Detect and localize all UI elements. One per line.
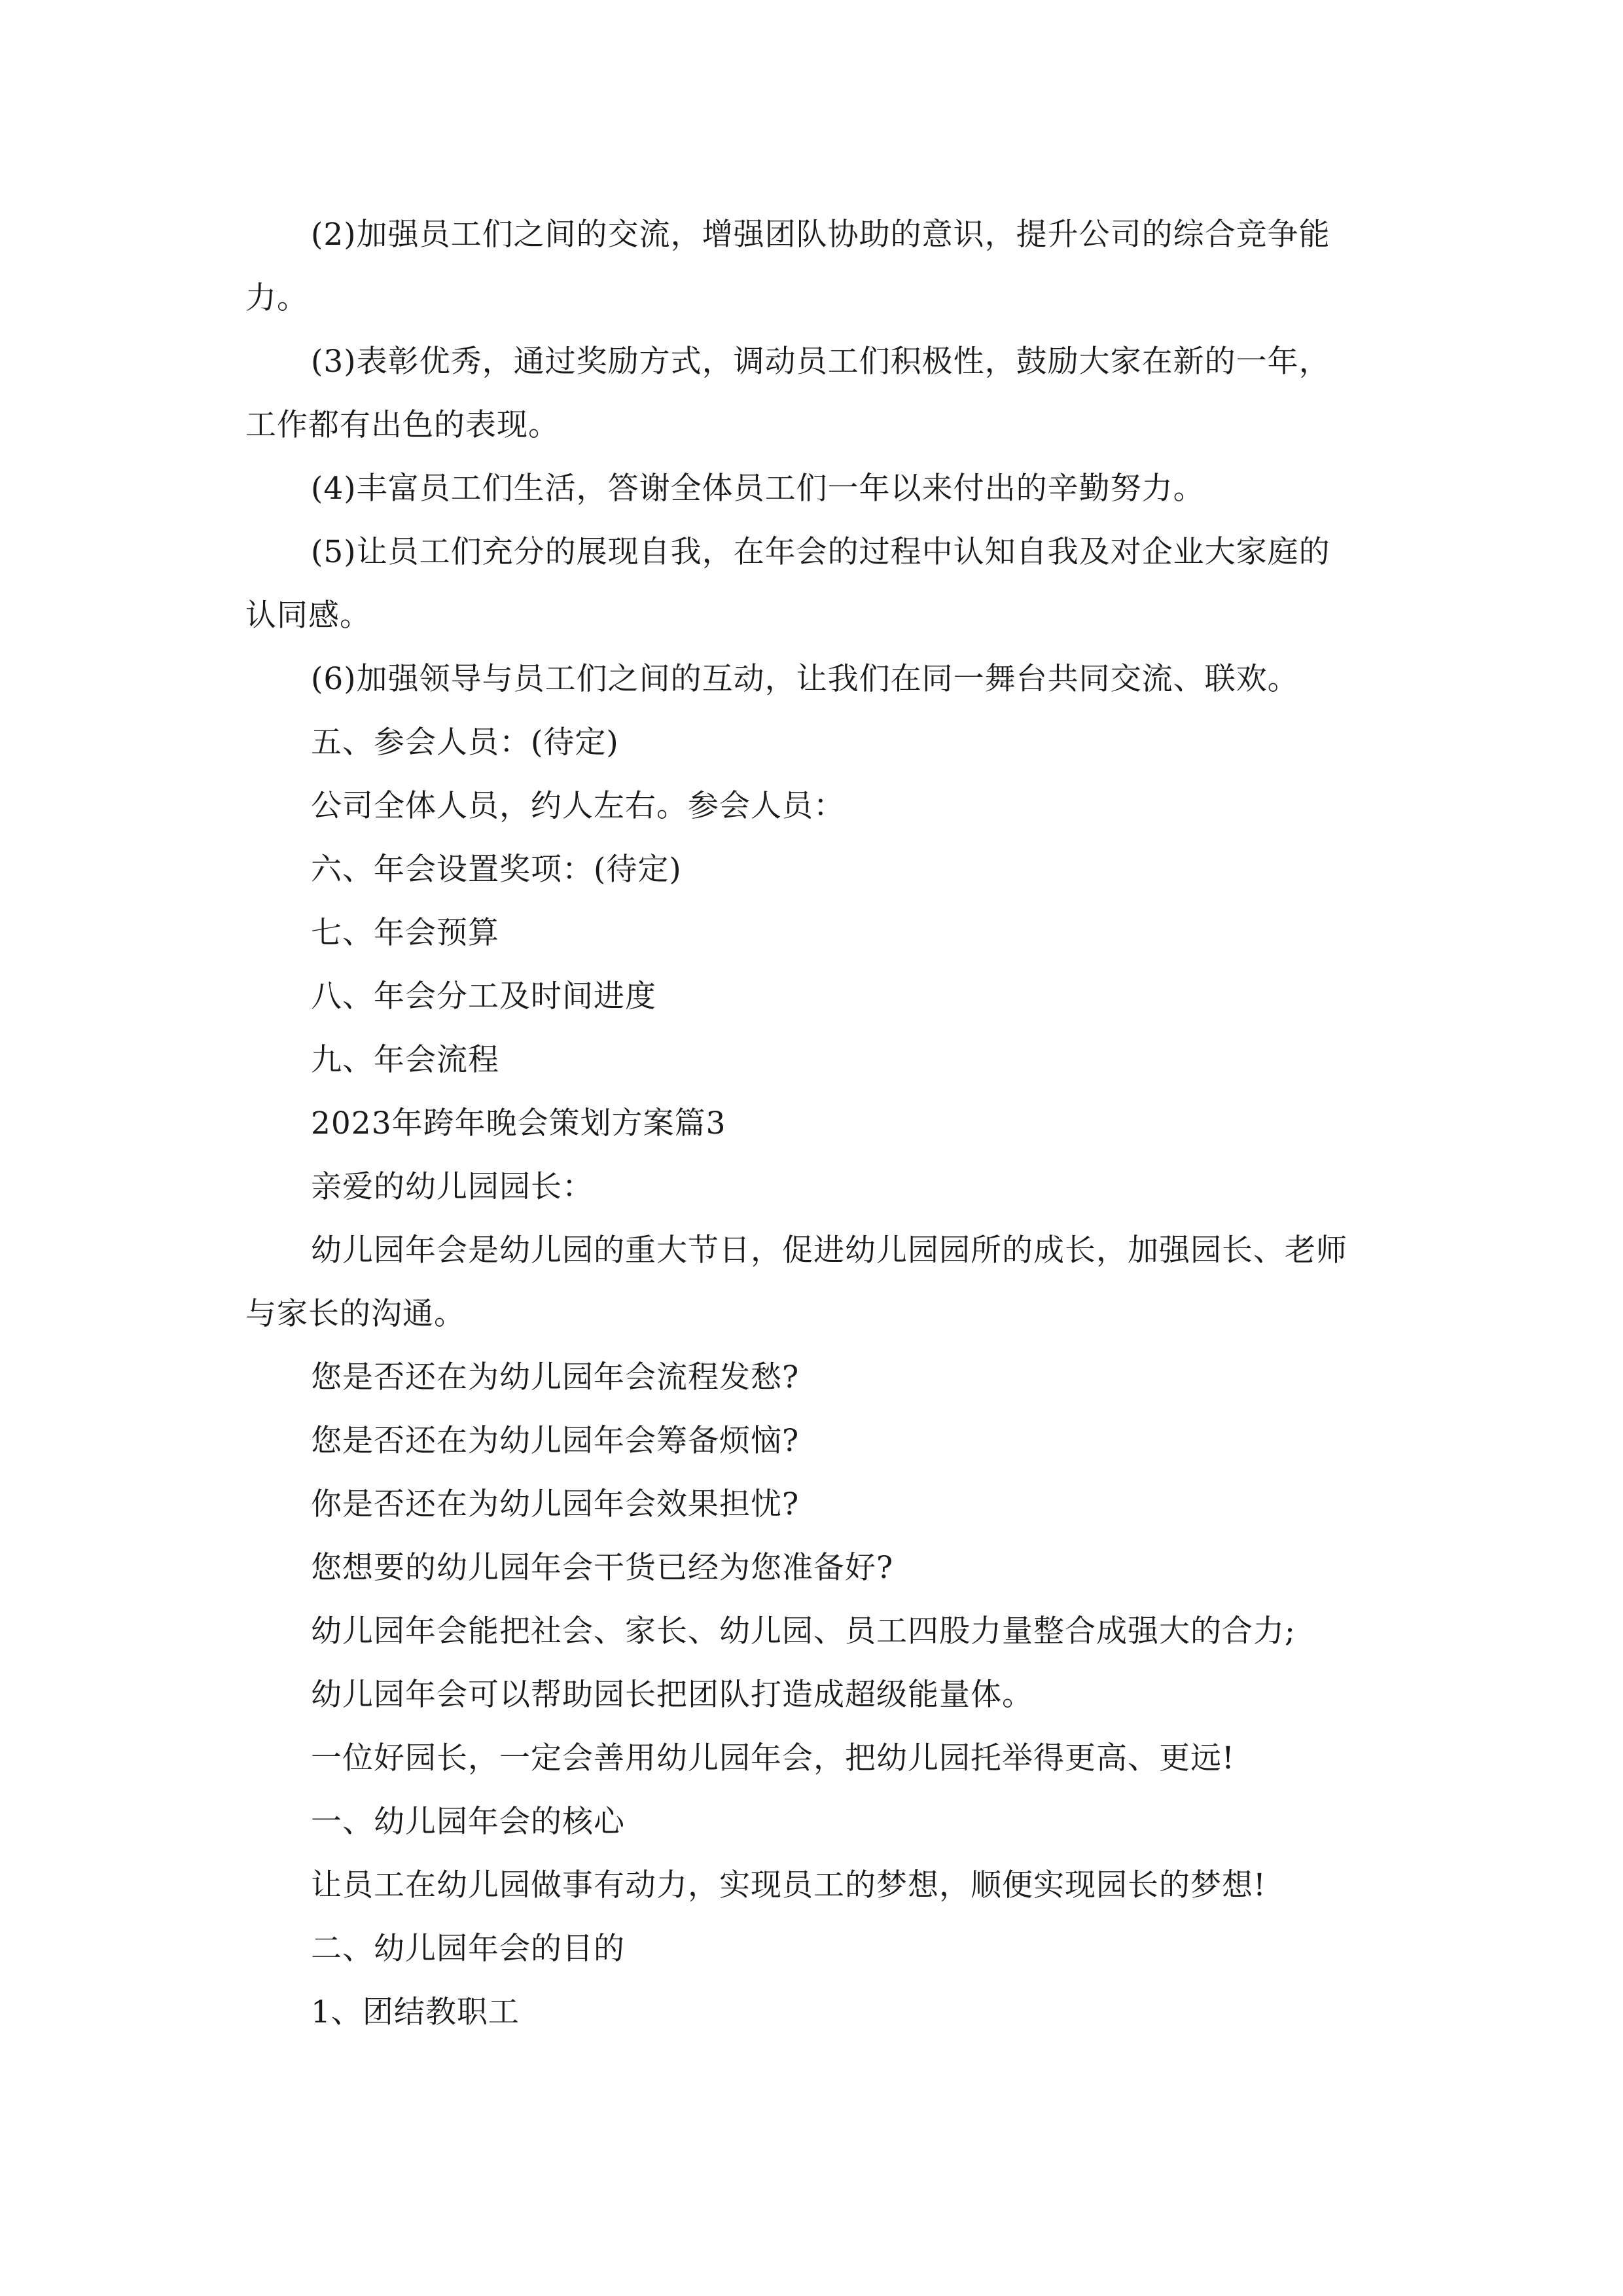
section-heading: 二、幼儿园年会的目的 bbox=[311, 1931, 625, 1967]
section-heading: 五、参会人员：(待定) bbox=[311, 725, 619, 761]
salutation: 亲爱的幼儿园园长： bbox=[311, 1169, 594, 1205]
body-line: (2)加强员工们之间的交流，增强团队协助的意识，提升公司的综合竞争能 bbox=[311, 217, 1330, 253]
body-line: 公司全体人员，约人左右。参会人员： bbox=[311, 788, 845, 824]
body-line: 一位好园长，一定会善用幼儿园年会，把幼儿园托举得更高、更远! bbox=[311, 1740, 1235, 1776]
body-line: (4)丰富员工们生活，答谢全体员工们一年以来付出的辛勤努力。 bbox=[311, 471, 1205, 507]
body-line: 幼儿园年会是幼儿园的重大节日，促进幼儿园园所的成长，加强园长、老师 bbox=[311, 1232, 1347, 1268]
section-heading: 七、年会预算 bbox=[311, 915, 499, 951]
body-line: 认同感。 bbox=[245, 598, 371, 634]
body-line: 让员工在幼儿园做事有动力，实现员工的梦想，顺便实现园长的梦想! bbox=[311, 1867, 1266, 1903]
body-line: 幼儿园年会能把社会、家长、幼儿园、员工四股力量整合成强大的合力; bbox=[311, 1613, 1296, 1649]
body-line: 工作都有出色的表现。 bbox=[245, 407, 560, 443]
body-line: 力。 bbox=[245, 280, 308, 316]
body-line: (6)加强领导与员工们之间的互动，让我们在同一舞台共同交流、联欢。 bbox=[311, 661, 1299, 697]
body-line: 您是否还在为幼儿园年会筹备烦恼? bbox=[311, 1423, 800, 1459]
section-heading: 八、年会分工及时间进度 bbox=[311, 978, 656, 1014]
section-heading: 六、年会设置奖项：(待定) bbox=[311, 852, 682, 888]
body-line: 你是否还在为幼儿园年会效果担忧? bbox=[311, 1486, 800, 1522]
body-line: (5)让员工们充分的展现自我，在年会的过程中认知自我及对企业大家庭的 bbox=[311, 534, 1330, 570]
section-heading: 九、年会流程 bbox=[311, 1042, 499, 1078]
section-heading: 一、幼儿园年会的核心 bbox=[311, 1804, 625, 1840]
body-line: 与家长的沟通。 bbox=[245, 1296, 465, 1332]
document-body bbox=[245, 203, 1381, 2044]
body-line: (3)表彰优秀，通过奖励方式，调动员工们积极性，鼓励大家在新的一年， bbox=[311, 344, 1330, 380]
article-title: 2023年跨年晚会策划方案篇3 bbox=[311, 1105, 726, 1141]
body-line: 您想要的幼儿园年会干货已经为您准备好? bbox=[311, 1550, 894, 1586]
body-line: 您是否还在为幼儿园年会流程发愁? bbox=[311, 1359, 800, 1395]
list-item: 1、团结教职工 bbox=[311, 1994, 520, 2030]
body-line: 幼儿园年会可以帮助园长把团队打造成超级能量体。 bbox=[311, 1677, 1033, 1713]
